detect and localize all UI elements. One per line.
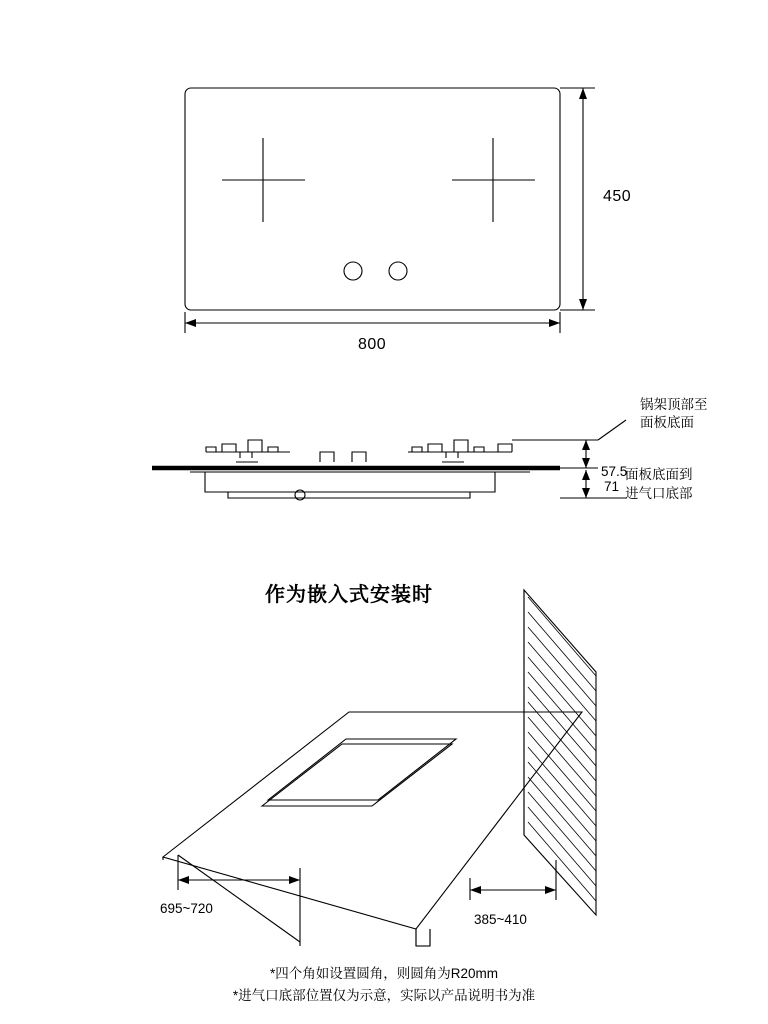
dim71-arrow-top <box>582 470 590 480</box>
width-arrow-right <box>549 319 560 327</box>
right-grate-c <box>412 447 422 452</box>
dim575-arrow-bottom <box>582 458 590 468</box>
dim-w-arrow-right <box>289 876 300 884</box>
right-grate-e <box>498 444 512 452</box>
footnote-1: *四个角如设置圆角，则圆角为R20mm <box>269 966 498 981</box>
dim-w-arrow-left <box>178 876 189 884</box>
wall-face <box>524 590 596 915</box>
note-panel-to-inlet-line2: 进气口底部 <box>625 486 693 501</box>
dim-w-ext-a <box>178 855 300 942</box>
side-view-dim-bottom-label: 71 <box>604 479 620 494</box>
left-grate-c <box>206 447 216 452</box>
height-arrow-bottom <box>579 299 587 310</box>
left-grate-d <box>268 447 278 452</box>
dim575-arrow-top <box>582 440 590 450</box>
height-arrow-top <box>579 88 587 99</box>
left-knob-side <box>320 452 334 462</box>
dim71-arrow-bottom <box>582 488 590 498</box>
left-grate-a <box>222 444 236 452</box>
left-grate-b <box>248 440 262 452</box>
top-view-height-label: 450 <box>603 188 632 205</box>
note-grate-to-panel-line1: 锅架顶部至 <box>640 397 708 412</box>
left-knob <box>344 262 362 280</box>
install-section-title: 作为嵌入式安装时 <box>265 584 433 606</box>
counter-edge <box>416 929 430 946</box>
left-burner-body <box>240 452 252 458</box>
cutout-opening-inner <box>262 744 452 806</box>
cutout-depth-label: 385~410 <box>474 912 527 927</box>
right-grate-d <box>474 447 484 452</box>
right-knob-side <box>352 452 366 462</box>
dim-d-arrow-right <box>545 886 556 894</box>
body-lower <box>228 492 470 498</box>
leader-note-top <box>598 420 626 440</box>
note-grate-to-panel-line2: 面板底面 <box>640 415 694 430</box>
note-panel-to-inlet-line1: 面板底面到 <box>625 467 693 482</box>
dim-d-arrow-left <box>470 886 481 894</box>
right-burner-body <box>446 452 458 458</box>
right-grate-a <box>428 444 442 452</box>
right-knob <box>389 262 407 280</box>
body-outline <box>205 472 495 492</box>
width-arrow-left <box>185 319 196 327</box>
footnote-2: *进气口底部位置仅为示意，实际以产品说明书为准 <box>232 988 536 1003</box>
top-view-width-label: 800 <box>358 336 387 353</box>
cutout-width-label: 695~720 <box>160 901 213 916</box>
wall-hatching <box>528 597 596 901</box>
right-grate-b <box>454 440 468 452</box>
side-view-dim-top-label: 57.5 <box>601 464 628 479</box>
cutout-opening <box>268 739 456 800</box>
panel-outline <box>185 88 560 310</box>
